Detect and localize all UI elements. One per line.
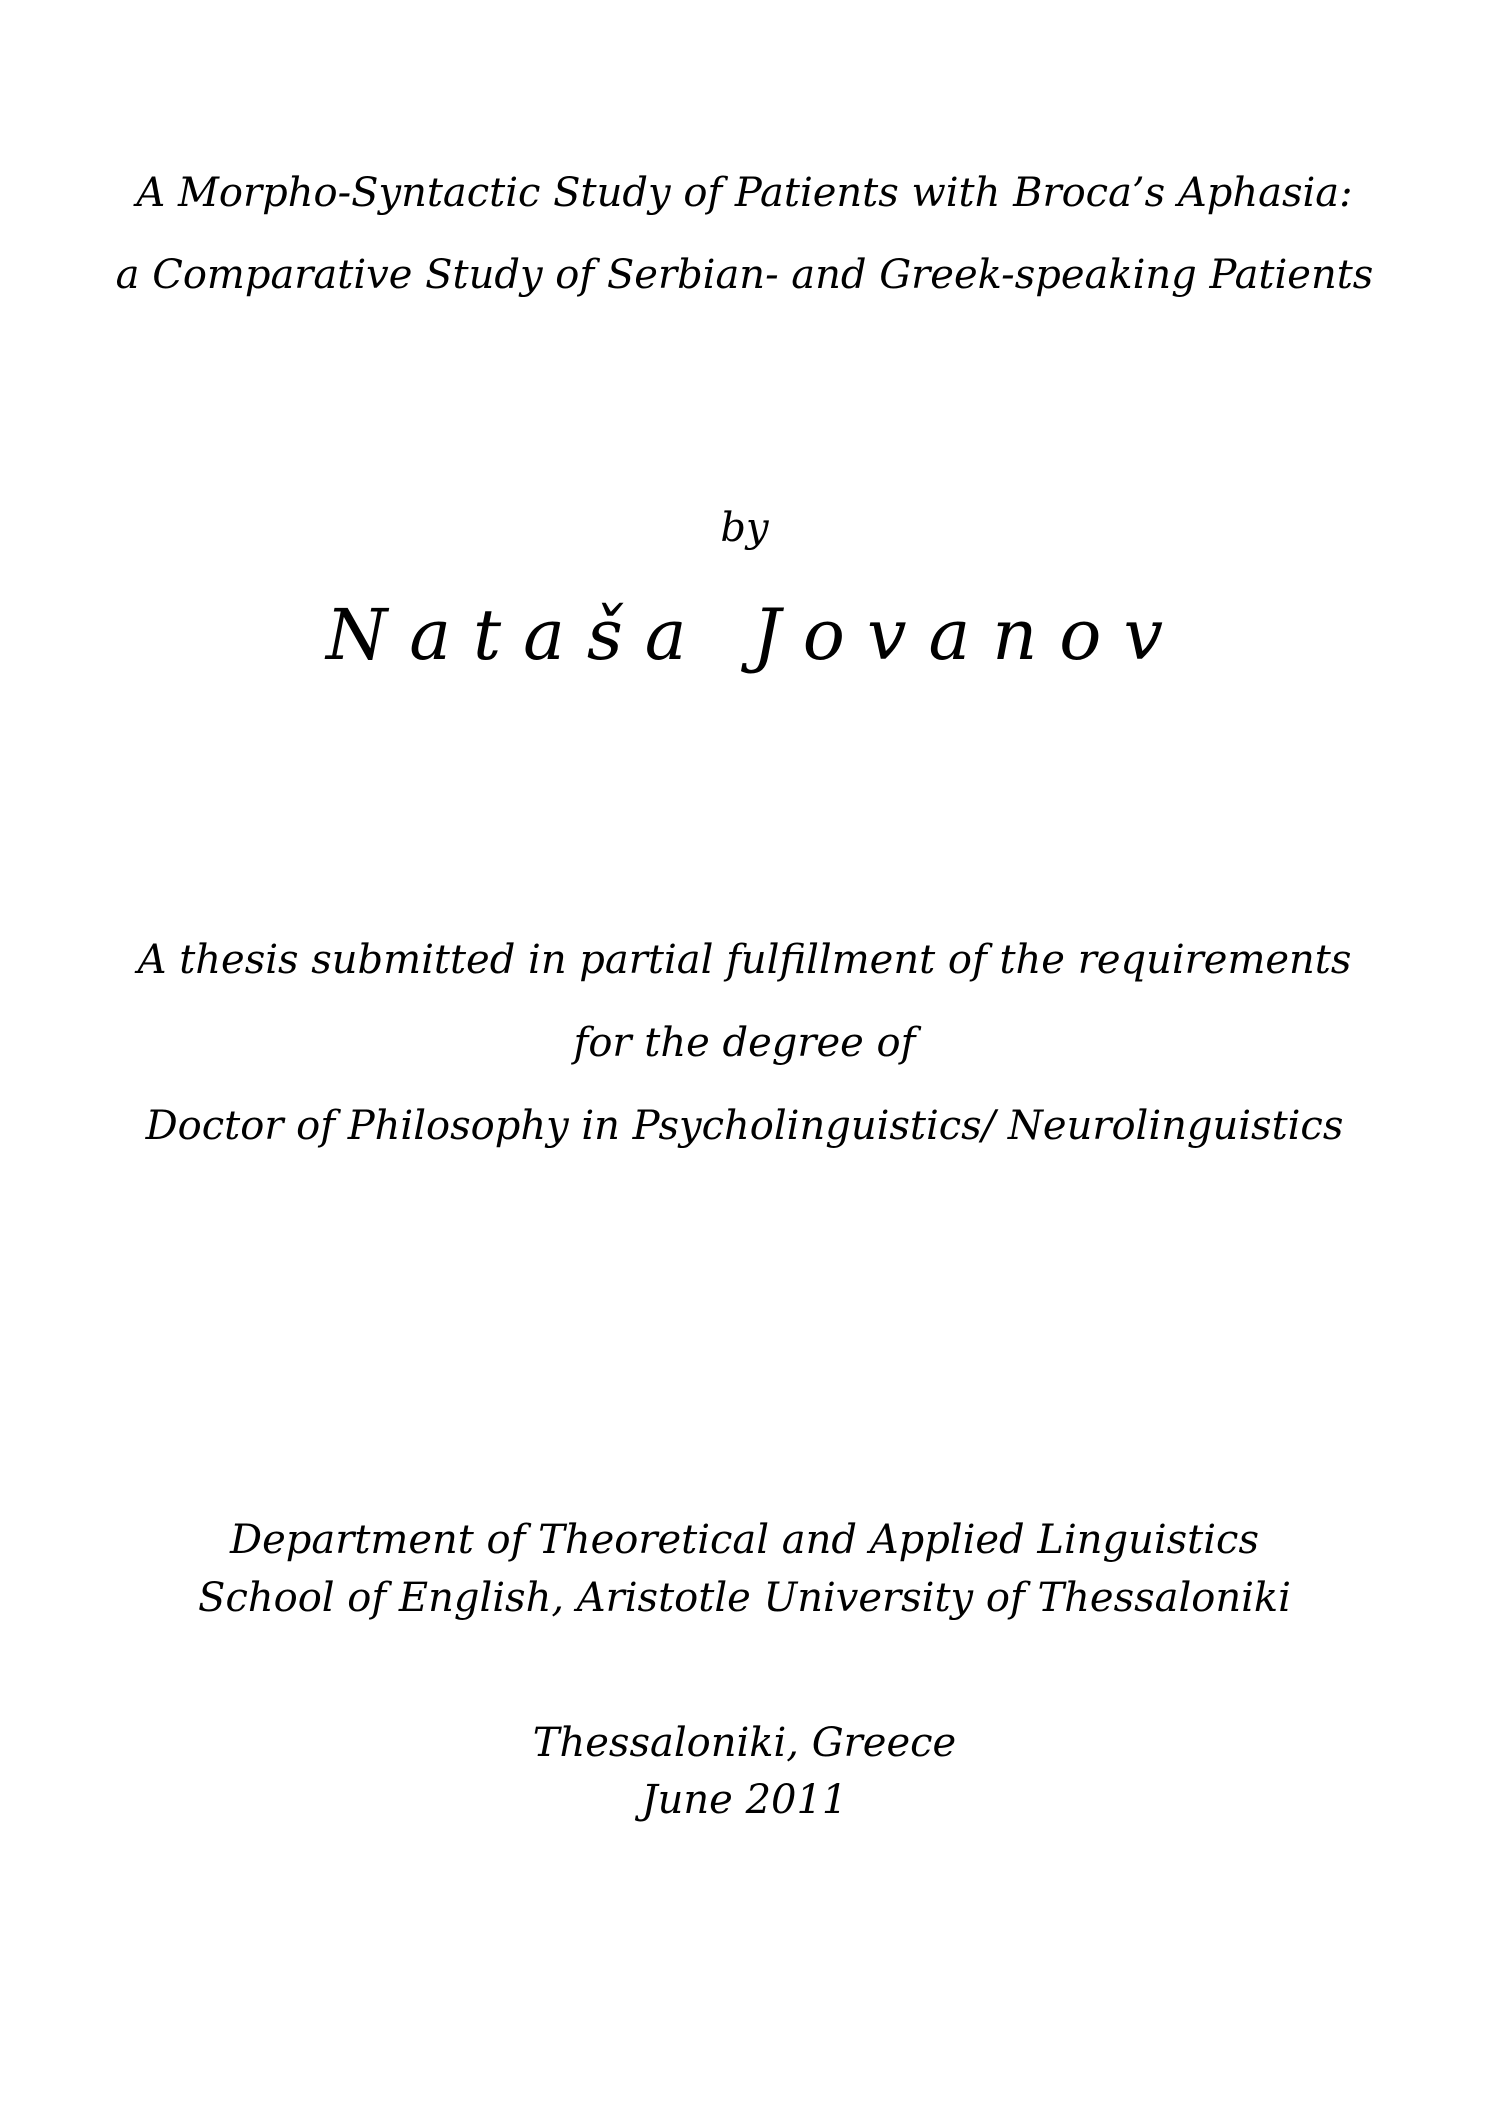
thesis-title-line-2: a Comparative Study of Serbian- and Greek-speaking Patients <box>115 252 1374 298</box>
school-name: School of English, Aristotle University of Thessaloniki <box>198 1575 1291 1621</box>
thesis-statement-line-1: A thesis submitted in partial fulfillment of the requirements <box>137 937 1352 983</box>
byline: by <box>720 505 769 551</box>
location: Thessaloniki, Greece <box>532 1720 957 1766</box>
submission-date: June 2011 <box>641 1777 848 1823</box>
department-name: Department of Theoretical and Applied Linguistics <box>230 1517 1259 1563</box>
thesis-title-line-1: A Morpho-Syntactic Study of Patients with Broca’s Aphasia: <box>136 170 1353 216</box>
thesis-statement-line-2: for the degree of <box>573 1020 916 1066</box>
degree-name: Doctor of Philosophy in Psycholinguistics/ Neurolinguistics <box>145 1103 1344 1149</box>
author-name: Nataša Jovanov <box>325 594 1185 676</box>
